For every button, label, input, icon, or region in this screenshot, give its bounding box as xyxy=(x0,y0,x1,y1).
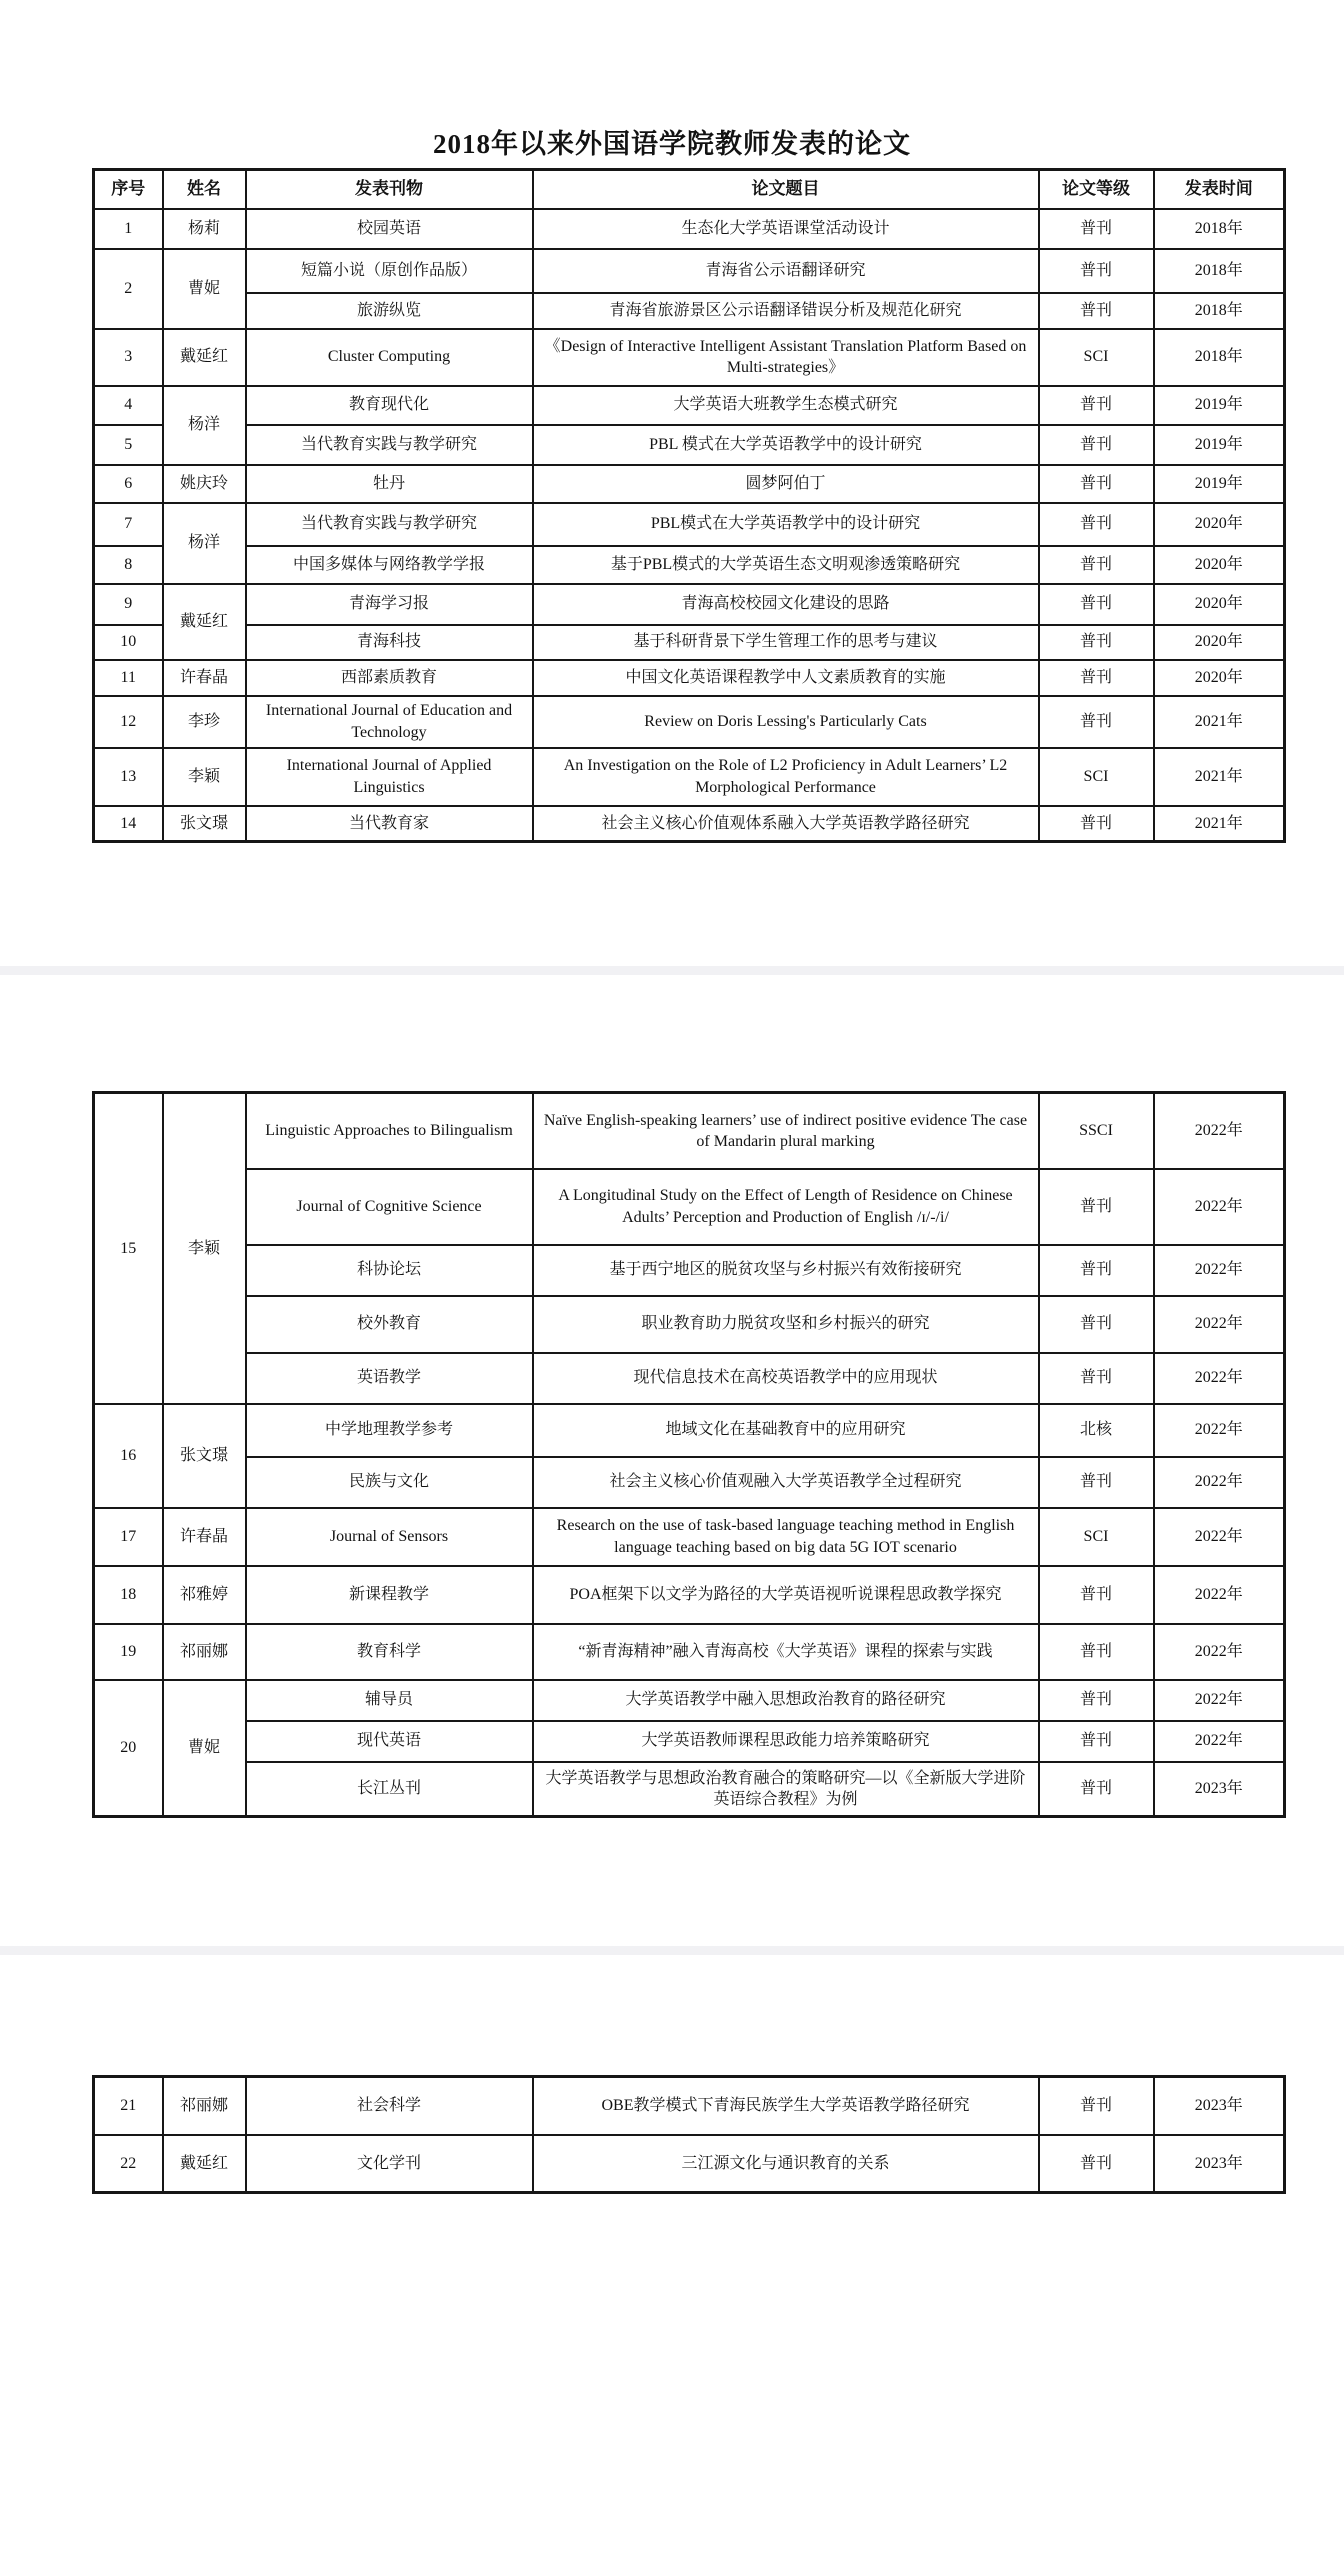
cell-year: 2022年 xyxy=(1154,1566,1285,1624)
cell-paper: PBL模式在大学英语教学中的设计研究 xyxy=(533,503,1039,546)
cell-no: 19 xyxy=(94,1624,163,1680)
col-header-name: 姓名 xyxy=(163,170,246,209)
cell-paper: 生态化大学英语课堂活动设计 xyxy=(533,209,1039,249)
papers-table xyxy=(92,2075,1286,2194)
cell-no: 14 xyxy=(94,806,163,842)
col-header-journal: 发表刊物 xyxy=(246,170,533,209)
cell-year: 2022年 xyxy=(1154,1296,1285,1353)
cell-level: 普刊 xyxy=(1039,1457,1154,1508)
table-row xyxy=(94,1404,1285,1457)
cell-no: 9 xyxy=(94,584,163,625)
cell-year: 2020年 xyxy=(1154,546,1285,584)
col-header-paper: 论文题目 xyxy=(533,170,1039,209)
cell-name: 姚庆玲 xyxy=(163,465,246,503)
table-row xyxy=(94,1566,1285,1624)
cell-year: 2020年 xyxy=(1154,660,1285,696)
cell-paper: 大学英语大班教学生态模式研究 xyxy=(533,386,1039,425)
cell-year: 2022年 xyxy=(1154,1245,1285,1296)
cell-paper: 基于科研背景下学生管理工作的思考与建议 xyxy=(533,625,1039,660)
cell-level: 普刊 xyxy=(1039,1721,1154,1762)
cell-journal: 长江丛刊 xyxy=(246,1762,533,1817)
cell-no: 7 xyxy=(94,503,163,546)
cell-journal: 教育科学 xyxy=(246,1624,533,1680)
cell-journal: 民族与文化 xyxy=(246,1457,533,1508)
cell-no: 17 xyxy=(94,1508,163,1566)
cell-year: 2022年 xyxy=(1154,1404,1285,1457)
cell-no: 20 xyxy=(94,1680,163,1817)
table-row xyxy=(94,1353,1285,1404)
cell-no: 8 xyxy=(94,546,163,584)
cell-paper: “新青海精神”融入青海高校《大学英语》课程的探索与实践 xyxy=(533,1624,1039,1680)
cell-name: 李颖 xyxy=(163,1093,246,1404)
papers-table-page-1 xyxy=(92,168,1283,843)
cell-paper: Research on the use of task-based language teaching method in English language teaching based on big data 5G IOT scenario xyxy=(533,1508,1039,1566)
cell-level: SCI xyxy=(1039,1508,1154,1566)
col-header-year: 发表时间 xyxy=(1154,170,1285,209)
cell-paper: An Investigation on the Role of L2 Proficiency in Adult Learners’ L2 Morphological Performance xyxy=(533,748,1039,806)
cell-year: 2020年 xyxy=(1154,625,1285,660)
cell-no: 4 xyxy=(94,386,163,425)
papers-table-page-2 xyxy=(92,1091,1283,1818)
cell-year: 2021年 xyxy=(1154,748,1285,806)
cell-level: 普刊 xyxy=(1039,2135,1154,2193)
cell-level: 普刊 xyxy=(1039,1353,1154,1404)
cell-year: 2023年 xyxy=(1154,2135,1285,2193)
cell-level: 普刊 xyxy=(1039,625,1154,660)
table-row xyxy=(94,1762,1285,1817)
cell-year: 2020年 xyxy=(1154,503,1285,546)
cell-year: 2020年 xyxy=(1154,584,1285,625)
table-row xyxy=(94,503,1285,546)
table-row xyxy=(94,546,1285,584)
cell-name: 张文璟 xyxy=(163,806,246,842)
cell-name: 祁丽娜 xyxy=(163,1624,246,1680)
cell-paper: 现代信息技术在高校英语教学中的应用现状 xyxy=(533,1353,1039,1404)
cell-paper: 职业教育助力脱贫攻坚和乡村振兴的研究 xyxy=(533,1296,1039,1353)
cell-name: 曹妮 xyxy=(163,1680,246,1817)
cell-paper: PBL 模式在大学英语教学中的设计研究 xyxy=(533,425,1039,465)
cell-no: 18 xyxy=(94,1566,163,1624)
table-row xyxy=(94,1245,1285,1296)
table-row xyxy=(94,806,1285,842)
cell-paper: 基于PBL模式的大学英语生态文明观渗透策略研究 xyxy=(533,546,1039,584)
cell-year: 2018年 xyxy=(1154,293,1285,329)
cell-year: 2022年 xyxy=(1154,1721,1285,1762)
cell-journal: 英语教学 xyxy=(246,1353,533,1404)
table-row xyxy=(94,465,1285,503)
cell-name: 戴延红 xyxy=(163,2135,246,2193)
cell-journal: 牡丹 xyxy=(246,465,533,503)
cell-name: 祁丽娜 xyxy=(163,2077,246,2135)
cell-year: 2022年 xyxy=(1154,1508,1285,1566)
cell-no: 15 xyxy=(94,1093,163,1404)
cell-level: SSCI xyxy=(1039,1093,1154,1169)
cell-level: 普刊 xyxy=(1039,1566,1154,1624)
cell-level: 普刊 xyxy=(1039,1624,1154,1680)
cell-journal: International Journal of Education and Technology xyxy=(246,696,533,748)
cell-level: 普刊 xyxy=(1039,546,1154,584)
cell-paper: OBE教学模式下青海民族学生大学英语教学路径研究 xyxy=(533,2077,1039,2135)
cell-name: 戴延红 xyxy=(163,584,246,660)
cell-paper: 青海省公示语翻译研究 xyxy=(533,249,1039,293)
table-row xyxy=(94,625,1285,660)
cell-journal: 青海学习报 xyxy=(246,584,533,625)
cell-journal: Journal of Sensors xyxy=(246,1508,533,1566)
cell-year: 2023年 xyxy=(1154,1762,1285,1817)
cell-no: 6 xyxy=(94,465,163,503)
col-header-level: 论文等级 xyxy=(1039,170,1154,209)
cell-level: 普刊 xyxy=(1039,1245,1154,1296)
table-row xyxy=(94,660,1285,696)
cell-level: 普刊 xyxy=(1039,1169,1154,1245)
table-header-row xyxy=(94,170,1285,209)
cell-level: 普刊 xyxy=(1039,1680,1154,1721)
page-break-strip xyxy=(0,1946,1344,1955)
cell-journal: 青海科技 xyxy=(246,625,533,660)
cell-year: 2018年 xyxy=(1154,329,1285,386)
cell-level: 北核 xyxy=(1039,1404,1154,1457)
cell-year: 2022年 xyxy=(1154,1353,1285,1404)
cell-no: 5 xyxy=(94,425,163,465)
cell-journal: 社会科学 xyxy=(246,2077,533,2135)
cell-paper: 社会主义核心价值观体系融入大学英语教学路径研究 xyxy=(533,806,1039,842)
cell-level: SCI xyxy=(1039,329,1154,386)
cell-journal: 当代教育实践与教学研究 xyxy=(246,503,533,546)
cell-year: 2021年 xyxy=(1154,806,1285,842)
cell-journal: 中国多媒体与网络教学学报 xyxy=(246,546,533,584)
cell-journal: Linguistic Approaches to Bilingualism xyxy=(246,1093,533,1169)
cell-paper: 社会主义核心价值观融入大学英语教学全过程研究 xyxy=(533,1457,1039,1508)
cell-no: 16 xyxy=(94,1404,163,1508)
cell-year: 2021年 xyxy=(1154,696,1285,748)
cell-journal: 当代教育家 xyxy=(246,806,533,842)
cell-paper: 中国文化英语课程教学中人文素质教育的实施 xyxy=(533,660,1039,696)
cell-level: 普刊 xyxy=(1039,503,1154,546)
table-row xyxy=(94,1457,1285,1508)
table-row xyxy=(94,1169,1285,1245)
cell-paper: 青海高校校园文化建设的思路 xyxy=(533,584,1039,625)
cell-journal: 中学地理教学参考 xyxy=(246,1404,533,1457)
cell-paper: Naïve English-speaking learners’ use of indirect positive evidence The case of Mandarin plural marking xyxy=(533,1093,1039,1169)
table-row xyxy=(94,2135,1285,2193)
cell-journal: 当代教育实践与教学研究 xyxy=(246,425,533,465)
cell-year: 2019年 xyxy=(1154,465,1285,503)
cell-year: 2022年 xyxy=(1154,1457,1285,1508)
cell-name: 杨洋 xyxy=(163,503,246,584)
cell-year: 2022年 xyxy=(1154,1093,1285,1169)
cell-no: 21 xyxy=(94,2077,163,2135)
cell-journal: Journal of Cognitive Science xyxy=(246,1169,533,1245)
cell-paper: POA框架下以文学为路径的大学英语视听说课程思政教学探究 xyxy=(533,1566,1039,1624)
cell-journal: 教育现代化 xyxy=(246,386,533,425)
cell-paper: 圆梦阿伯丁 xyxy=(533,465,1039,503)
cell-no: 12 xyxy=(94,696,163,748)
cell-journal: 文化学刊 xyxy=(246,2135,533,2193)
col-header-no: 序号 xyxy=(94,170,163,209)
cell-paper: 三江源文化与通识教育的关系 xyxy=(533,2135,1039,2193)
cell-paper: 《Design of Interactive Intelligent Assistant Translation Platform Based on Multi-strategies》 xyxy=(533,329,1039,386)
table-row xyxy=(94,748,1285,806)
cell-journal: International Journal of Applied Linguistics xyxy=(246,748,533,806)
cell-no: 22 xyxy=(94,2135,163,2193)
cell-journal: Cluster Computing xyxy=(246,329,533,386)
cell-paper: 大学英语教师课程思政能力培养策略研究 xyxy=(533,1721,1039,1762)
page-title: 2018年以来外国语学院教师发表的论文 xyxy=(433,129,911,159)
cell-paper: 基于西宁地区的脱贫攻坚与乡村振兴有效衔接研究 xyxy=(533,1245,1039,1296)
papers-table xyxy=(92,1091,1286,1818)
table-row xyxy=(94,249,1285,293)
table-row xyxy=(94,696,1285,748)
cell-year: 2022年 xyxy=(1154,1169,1285,1245)
table-row xyxy=(94,293,1285,329)
cell-paper: 地域文化在基础教育中的应用研究 xyxy=(533,1404,1039,1457)
cell-journal: 校园英语 xyxy=(246,209,533,249)
cell-level: 普刊 xyxy=(1039,425,1154,465)
cell-level: 普刊 xyxy=(1039,2077,1154,2135)
table-row xyxy=(94,1508,1285,1566)
cell-journal: 辅导员 xyxy=(246,1680,533,1721)
cell-paper: 大学英语教学与思想政治教育融合的策略研究—以《全新版大学进阶英语综合教程》为例 xyxy=(533,1762,1039,1817)
cell-journal: 科协论坛 xyxy=(246,1245,533,1296)
cell-year: 2022年 xyxy=(1154,1624,1285,1680)
cell-year: 2018年 xyxy=(1154,209,1285,249)
table-row xyxy=(94,329,1285,386)
table-row xyxy=(94,2077,1285,2135)
cell-name: 李颖 xyxy=(163,748,246,806)
table-row xyxy=(94,1680,1285,1721)
cell-no: 1 xyxy=(94,209,163,249)
table-row xyxy=(94,584,1285,625)
page-break-strip xyxy=(0,966,1344,975)
cell-name: 祁雅婷 xyxy=(163,1566,246,1624)
cell-level: 普刊 xyxy=(1039,465,1154,503)
cell-paper: Review on Doris Lessing's Particularly Cats xyxy=(533,696,1039,748)
cell-level: 普刊 xyxy=(1039,249,1154,293)
cell-level: 普刊 xyxy=(1039,584,1154,625)
cell-no: 10 xyxy=(94,625,163,660)
cell-journal: 现代英语 xyxy=(246,1721,533,1762)
cell-level: 普刊 xyxy=(1039,1296,1154,1353)
cell-no: 2 xyxy=(94,249,163,329)
cell-paper: 大学英语教学中融入思想政治教育的路径研究 xyxy=(533,1680,1039,1721)
cell-no: 13 xyxy=(94,748,163,806)
cell-level: SCI xyxy=(1039,748,1154,806)
cell-level: 普刊 xyxy=(1039,660,1154,696)
cell-name: 曹妮 xyxy=(163,249,246,329)
table-row xyxy=(94,1721,1285,1762)
cell-name: 许春晶 xyxy=(163,1508,246,1566)
cell-year: 2019年 xyxy=(1154,386,1285,425)
table-row xyxy=(94,1624,1285,1680)
cell-journal: 短篇小说（原创作品版） xyxy=(246,249,533,293)
cell-name: 戴延红 xyxy=(163,329,246,386)
table-row xyxy=(94,209,1285,249)
cell-level: 普刊 xyxy=(1039,293,1154,329)
cell-name: 张文璟 xyxy=(163,1404,246,1508)
table-row xyxy=(94,386,1285,425)
cell-no: 11 xyxy=(94,660,163,696)
cell-level: 普刊 xyxy=(1039,1762,1154,1817)
cell-name: 李珍 xyxy=(163,696,246,748)
cell-paper: 青海省旅游景区公示语翻译错误分析及规范化研究 xyxy=(533,293,1039,329)
papers-table xyxy=(92,168,1286,843)
cell-year: 2018年 xyxy=(1154,249,1285,293)
cell-journal: 西部素质教育 xyxy=(246,660,533,696)
cell-no: 3 xyxy=(94,329,163,386)
table-row xyxy=(94,1296,1285,1353)
cell-journal: 旅游纵览 xyxy=(246,293,533,329)
cell-journal: 新课程教学 xyxy=(246,1566,533,1624)
cell-name: 杨洋 xyxy=(163,386,246,465)
cell-journal: 校外教育 xyxy=(246,1296,533,1353)
cell-name: 杨莉 xyxy=(163,209,246,249)
cell-year: 2019年 xyxy=(1154,425,1285,465)
cell-level: 普刊 xyxy=(1039,806,1154,842)
cell-level: 普刊 xyxy=(1039,696,1154,748)
table-row xyxy=(94,425,1285,465)
cell-paper: A Longitudinal Study on the Effect of Length of Residence on Chinese Adults’ Perception and Production of English /ɪ/-/i/ xyxy=(533,1169,1039,1245)
cell-name: 许春晶 xyxy=(163,660,246,696)
cell-year: 2022年 xyxy=(1154,1680,1285,1721)
cell-level: 普刊 xyxy=(1039,386,1154,425)
cell-year: 2023年 xyxy=(1154,2077,1285,2135)
cell-level: 普刊 xyxy=(1039,209,1154,249)
papers-table-page-3 xyxy=(92,2075,1283,2194)
table-row xyxy=(94,1093,1285,1169)
